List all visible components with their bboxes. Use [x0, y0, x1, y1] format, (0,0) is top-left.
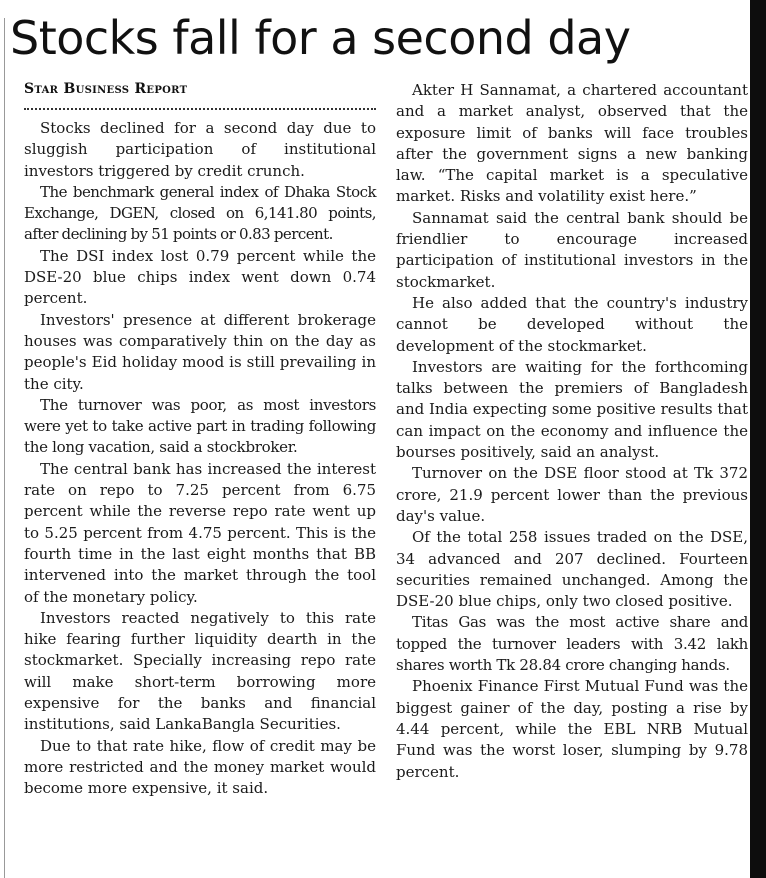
paragraph: Akter H Sannamat, a chartered accountant and a market analyst, observed that the exposure limit of banks will face troubles after the government signs a new banking law. “The capital market is a speculative market. Risks and volatility exist here.”: [396, 81, 748, 206]
paragraph: Investors are waiting for the forthcoming talks between the premiers of Bangladesh and India expecting some positive results that can impact on the economy and influence the bourses positively, said an analyst.: [396, 357, 748, 462]
paragraph: Sannamat said the central bank should be friendlier to encourage increased participation of institutional investors in the stockmarket.: [396, 208, 748, 291]
paragraph: Stocks declined for a second day due to sluggish participation of institutional investors triggered by credit crunch.: [24, 119, 376, 180]
left-column: [24, 80, 376, 800]
headline: Stocks fall for a second day: [10, 11, 631, 65]
paragraph: The turnover was poor, as most investors were yet to take active part in trading following the long vacation, said a stockbroker.: [24, 395, 376, 457]
byline-divider: [24, 108, 376, 110]
paragraph: Turnover on the DSE floor stood at Tk 372 crore, 21.9 percent lower than the previous day's value.: [396, 464, 748, 525]
paragraph: Investors' presence at different brokerage houses was comparatively thin on the day as people's Eid holiday mood is still prevailing in the city.: [24, 310, 376, 393]
paragraph: The DSI index lost 0.79 percent while the DSE-20 blue chips index went down 0.74 percent.: [24, 246, 376, 308]
left-column-rule: [4, 18, 5, 878]
paragraph: He also added that the country's industry cannot be developed without the development of the stockmarket.: [396, 293, 748, 355]
paragraph: Of the total 258 issues traded on the DSE, 34 advanced and 207 declined. Fourteen securities remained unchanged. Among the DSE-20 blue chips, only two closed positive.: [396, 528, 748, 611]
paragraph: The central bank has increased the interest rate on repo to 7.25 percent from 6.75 percent while the reverse repo rate went up to 5.25 percent from 4.75 percent. This is the fourth time in the last eight months that BB intervened into the market through the tool of the monetary policy.: [24, 459, 376, 606]
paragraph: Phoenix Finance First Mutual Fund was the biggest gainer of the day, posting a rise by 4.44 percent, while the EBL NRB Mutual Fund was the worst loser, slumping by 9.78 percent.: [396, 677, 748, 781]
paragraph: The benchmark general index of Dhaka Stock Exchange, DGEN, closed on 6,141.80 points, after declining by 51 points or 0.83 percent.: [24, 182, 376, 244]
page-edge-bar: [750, 0, 766, 878]
byline: Star Business Report: [24, 81, 188, 97]
right-column: [396, 80, 748, 783]
paragraph: Due to that rate hike, flow of credit may be more restricted and the money market would become more expensive, it said.: [24, 736, 376, 798]
paragraph: Titas Gas was the most active share and topped the turnover leaders with 3.42 lakh shares worth Tk 28.84 crore changing hands.: [396, 613, 748, 675]
paragraph: Investors reacted negatively to this rate hike fearing further liquidity dearth in the stockmarket. Specially increasing repo rate will make short-term borrowing more expensive for the banks and financial institutions, said LankaBangla Securities.: [24, 608, 376, 734]
